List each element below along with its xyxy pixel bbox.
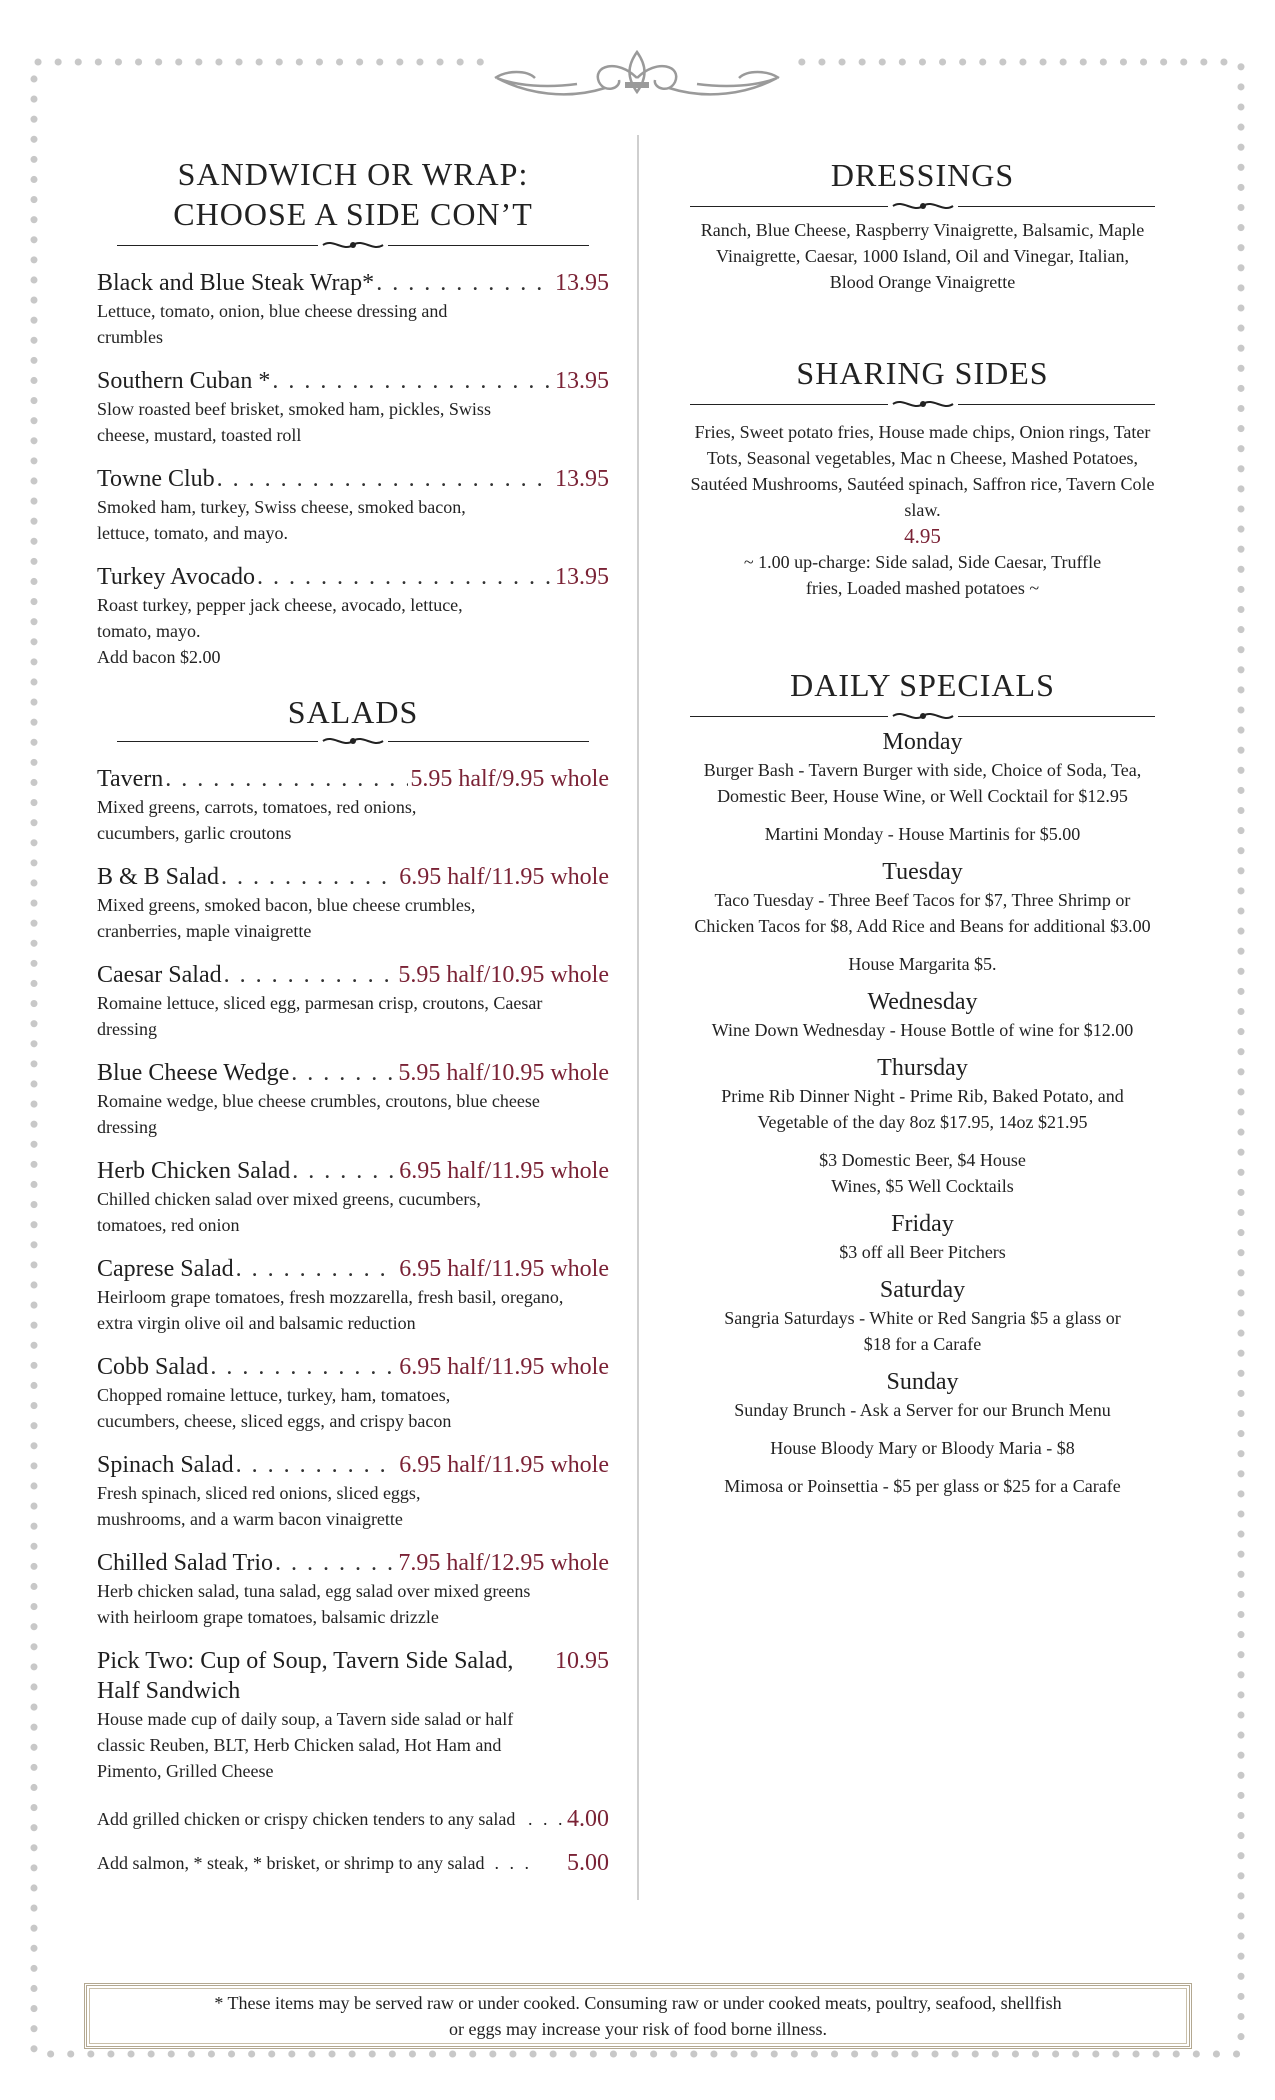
fleur-de-lis-crest-icon — [487, 48, 787, 104]
dot-leader — [272, 366, 553, 396]
item-name: Pick Two: Cup of Soup, Tavern Side Salad, Half Sandwich — [97, 1648, 514, 1704]
item-name: Southern Cuban * — [97, 368, 271, 394]
item-description: Fresh spinach, sliced red onions, sliced eggs, mushrooms, and a warm bacon vinaigrette — [97, 1483, 421, 1529]
scroll-ornament-icon — [888, 397, 958, 411]
raw-food-disclaimer-box — [84, 1983, 1192, 2049]
dot-leader — [217, 464, 553, 494]
item-name: Caesar Salad — [97, 962, 222, 988]
day-name: Sunday — [886, 1369, 959, 1395]
special-text: Sangria Saturdays - White or Red Sangria $5 a glass or $18 for a Carafe — [724, 1308, 1121, 1354]
addon-text: Add salmon, * steak, * brisket, or shrimp to any salad — [97, 1853, 485, 1873]
heading-divider — [117, 734, 589, 748]
special-text: House Margarita $5. — [848, 954, 997, 974]
item-description: Romaine lettuce, sliced egg, parmesan crisp, croutons, Caesar dressing — [97, 993, 543, 1039]
menu-item — [97, 1548, 609, 1630]
item-description: Mixed greens, carrots, tomatoes, red onions, cucumbers, garlic croutons — [97, 797, 417, 843]
dot-leader — [275, 1548, 396, 1578]
item-description: Chopped romaine lettuce, turkey, ham, tomatoes, cucumbers, cheese, sliced eggs, and crispy bacon — [97, 1385, 452, 1431]
item-price: 6.95 half/11.95 whole — [399, 1452, 609, 1478]
special-text: Prime Rib Dinner Night - Prime Rib, Baked Potato, and Vegetable of the day 8oz $17.95, 14oz $21.95 — [721, 1086, 1124, 1132]
item-description: House made cup of daily soup, a Tavern side salad or half classic Reuben, BLT, Herb Chicken salad, Hot Ham and Pimento, Grilled Cheese — [97, 1709, 514, 1781]
sandwich-heading: SANDWICH OR WRAP: CHOOSE A SIDE CON’T — [173, 156, 533, 232]
special-text: Burger Bash - Tavern Burger with side, Choice of Soda, Tea, Domestic Beer, House Wine, or Well Cocktail for $12.95 — [703, 760, 1142, 806]
specials-list — [678, 727, 1167, 1499]
item-price: 13.95 — [555, 466, 609, 492]
special-day — [678, 1367, 1167, 1499]
sides-price: 4.95 — [904, 524, 941, 548]
menu-item — [97, 1450, 609, 1532]
salads-heading: SALADS — [287, 694, 419, 730]
item-price: 13.95 — [555, 270, 609, 296]
day-name: Wednesday — [867, 989, 978, 1015]
sharing-sides-list: Fries, Sweet potato fries, House made chips, Onion rings, Tater Tots, Seasonal vegetables, Mac n Cheese, Mashed Potatoes, Sautéed Mushrooms, Sautéed spinach, Saffron rice, Tavern Cole slaw. — [690, 422, 1155, 520]
special-day — [678, 857, 1167, 977]
day-name: Friday — [891, 1211, 954, 1237]
item-price: 6.95 half/11.95 whole — [399, 1158, 609, 1184]
special-day — [678, 727, 1167, 847]
menu-item — [97, 1058, 609, 1140]
dot-leader: . . . — [528, 1809, 566, 1829]
special-text: House Bloody Mary or Bloody Maria - $8 — [770, 1438, 1075, 1458]
special-text: Mimosa or Poinsettia - $5 per glass or $25 for a Carafe — [724, 1476, 1121, 1496]
heading-divider — [690, 709, 1155, 723]
item-price: 10.95 — [555, 1648, 609, 1674]
addon-text: Add grilled chicken or crispy chicken tenders to any salad — [97, 1809, 516, 1829]
right-column — [690, 155, 1155, 1499]
sides-upcharge: ~ 1.00 up-charge: Side salad, Side Caesar, Truffle fries, Loaded mashed potatoes ~ — [743, 552, 1102, 598]
dot-leader — [292, 1156, 397, 1186]
dot-leader — [224, 960, 397, 990]
item-name: Turkey Avocado — [97, 564, 255, 590]
dot-leader — [291, 1058, 396, 1088]
pick-two-item — [97, 1646, 609, 1784]
heading-divider — [690, 199, 1155, 213]
addon-item — [97, 1850, 609, 1876]
item-price: 6.95 half/11.95 whole — [399, 1354, 609, 1380]
item-price: 7.95 half/12.95 whole — [398, 1550, 609, 1576]
item-price: 5.95 half/10.95 whole — [398, 1060, 609, 1086]
item-description: Roast turkey, pepper jack cheese, avocado, lettuce, tomato, mayo. — [97, 595, 463, 641]
item-description: Romaine wedge, blue cheese crumbles, croutons, blue cheese dressing — [97, 1091, 540, 1137]
heading-divider — [117, 238, 589, 252]
special-text: Martini Monday - House Martinis for $5.00 — [764, 824, 1081, 844]
item-name: Tavern — [97, 766, 164, 792]
disclaimer-text: * These items may be served raw or under cooked. Consuming raw or under cooked meats, poultry, seafood, shellfish or eggs may increase your risk of food borne illness. — [89, 1988, 1187, 2044]
special-text: Taco Tuesday - Three Beef Tacos for $7, Three Shrimp or Chicken Tacos for $8, Add Rice and Beans for additional $3.00 — [694, 890, 1151, 936]
dressings-list: Ranch, Blue Cheese, Raspberry Vinaigrette, Balsamic, Maple Vinaigrette, Caesar, 1000 Island, Oil and Vinegar, Italian, Blood Orange Vinaigrette — [700, 220, 1145, 292]
dot-leader — [221, 862, 397, 892]
day-name: Saturday — [879, 1277, 966, 1303]
special-day — [678, 987, 1167, 1043]
special-day — [678, 1209, 1167, 1265]
sandwich-list — [97, 268, 609, 670]
left-column — [97, 150, 609, 1876]
daily-specials-heading: DAILY SPECIALS — [790, 667, 1055, 703]
item-name: Black and Blue Steak Wrap* — [97, 270, 375, 296]
dot-leader — [210, 1352, 397, 1382]
scroll-ornament-icon — [318, 238, 388, 252]
item-price: 5.95 half/10.95 whole — [398, 962, 609, 988]
scroll-ornament-icon — [888, 199, 958, 213]
special-text: $3 off all Beer Pitchers — [839, 1242, 1006, 1262]
heading-divider — [690, 397, 1155, 411]
item-price: 5.95 half/9.95 whole — [410, 766, 609, 792]
special-day — [678, 1275, 1167, 1357]
item-description: Heirloom grape tomatoes, fresh mozzarella, fresh basil, oregano, extra virgin olive oil and balsamic reduction — [97, 1287, 564, 1333]
menu-item — [97, 960, 609, 1042]
menu-item — [97, 1352, 609, 1434]
dot-leader — [376, 268, 553, 298]
item-name: Spinach Salad — [97, 1452, 234, 1478]
menu-item — [97, 562, 609, 670]
item-description: Mixed greens, smoked bacon, blue cheese crumbles, cranberries, maple vinaigrette — [97, 895, 476, 941]
menu-item — [97, 268, 609, 350]
item-description: Smoked ham, turkey, Swiss cheese, smoked bacon, lettuce, tomato, and mayo. — [97, 497, 466, 543]
item-price: 13.95 — [555, 368, 609, 394]
menu-item — [97, 366, 609, 448]
addon-item — [97, 1806, 609, 1832]
dot-leader — [236, 1254, 398, 1284]
dot-leader — [236, 1450, 398, 1480]
item-description: Slow roasted beef brisket, smoked ham, pickles, Swiss cheese, mustard, toasted roll — [97, 399, 491, 445]
item-price: 6.95 half/11.95 whole — [399, 1256, 609, 1282]
menu-item — [97, 764, 609, 846]
day-name: Monday — [882, 729, 963, 755]
column-divider — [637, 135, 639, 1900]
menu-item — [97, 862, 609, 944]
addon-price: 5.00 — [567, 1850, 609, 1876]
scroll-ornament-icon — [888, 709, 958, 723]
item-price: 6.95 half/11.95 whole — [399, 864, 609, 890]
dot-leader — [165, 764, 408, 794]
addon-price: 4.00 — [567, 1806, 609, 1832]
item-name: Cobb Salad — [97, 1354, 209, 1380]
item-name: Caprese Salad — [97, 1256, 234, 1282]
item-name: Herb Chicken Salad — [97, 1158, 291, 1184]
item-description: Chilled chicken salad over mixed greens, cucumbers, tomatoes, red onion — [97, 1189, 481, 1235]
sharing-sides-heading: SHARING SIDES — [796, 355, 1049, 391]
special-day — [678, 1053, 1167, 1199]
special-text: $3 Domestic Beer, $4 House Wines, $5 Well Cocktails — [819, 1150, 1026, 1196]
item-price: 13.95 — [555, 564, 609, 590]
item-extra: Add bacon $2.00 — [97, 647, 221, 667]
day-name: Tuesday — [882, 859, 963, 885]
item-name: Chilled Salad Trio — [97, 1550, 274, 1576]
special-text: Sunday Brunch - Ask a Server for our Brunch Menu — [734, 1400, 1111, 1420]
item-name: Towne Club — [97, 466, 215, 492]
item-name: B & B Salad — [97, 864, 220, 890]
menu-item — [97, 464, 609, 546]
dressings-heading: DRESSINGS — [830, 157, 1015, 193]
item-name: Blue Cheese Wedge — [97, 1060, 290, 1086]
dot-leader: . . . — [494, 1853, 532, 1873]
item-description: Herb chicken salad, tuna salad, egg salad over mixed greens with heirloom grape tomatoes, balsamic drizzle — [97, 1581, 531, 1627]
menu-item — [97, 1254, 609, 1336]
scroll-ornament-icon — [318, 734, 388, 748]
day-name: Thursday — [877, 1055, 968, 1081]
special-text: Wine Down Wednesday - House Bottle of wine for $12.00 — [711, 1020, 1134, 1040]
salad-list — [97, 764, 609, 1876]
item-description: Lettuce, tomato, onion, blue cheese dressing and crumbles — [97, 301, 448, 347]
menu-item — [97, 1156, 609, 1238]
dot-leader — [257, 562, 553, 592]
